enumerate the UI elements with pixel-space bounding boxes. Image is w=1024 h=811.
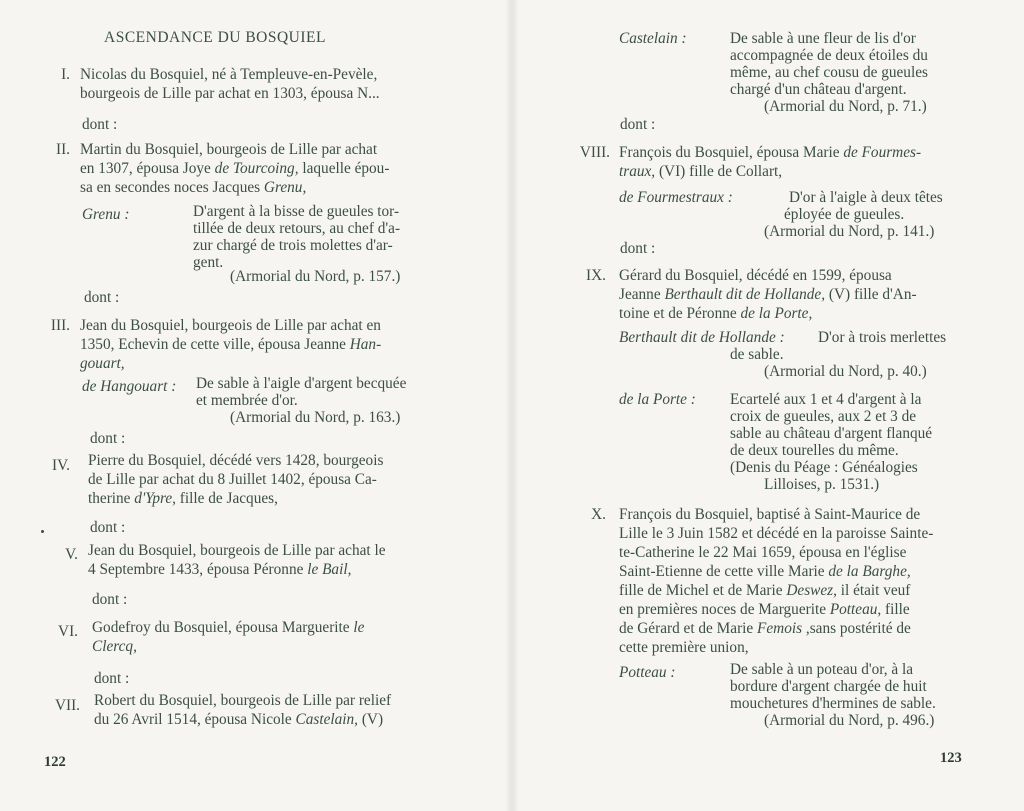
arms-line: bordure d'argent chargée de huit <box>730 678 927 695</box>
entry-line: bourgeois de Lille par achat en 1303, épousa N... <box>80 85 380 102</box>
arms-name: Potteau : <box>619 664 676 681</box>
arms-line: et membrée d'or. <box>196 392 298 409</box>
generation-number: VII. <box>54 697 80 714</box>
entry-line: de Gérard et de Marie Femois ,sans postérité de <box>619 620 911 637</box>
arms-source: (Armorial du Nord, p. 496.) <box>764 712 935 729</box>
generation-number: X. <box>591 506 606 523</box>
arms-line: D'or à trois merlettes <box>818 329 947 346</box>
entry-line: traux, (VI) fille de Collart, <box>619 163 783 180</box>
arms-line: sable au château d'argent flanqué <box>730 425 933 442</box>
arms-source: (Denis du Péage : Généalogies <box>730 459 918 476</box>
generation-number: III. <box>50 317 70 334</box>
entry-line: en 1307, épousa Joye de Tourcoing, laquelle épou- <box>80 160 390 177</box>
arms-line: accompagnée de deux étoiles du <box>730 47 928 64</box>
entry-line: Clercq, <box>92 638 137 655</box>
arms-name: Castelain : <box>619 30 687 47</box>
page-number: 123 <box>940 750 962 766</box>
arms-name: de Hangouart : <box>82 378 177 395</box>
generation-number: I. <box>61 66 70 83</box>
arms-line: De sable à l'aigle d'argent becquée <box>196 375 407 392</box>
entry-line: Jean du Bosquiel, bourgeois de Lille par achat en <box>80 317 381 334</box>
arms-name: de Fourmestraux : <box>619 189 733 206</box>
right-page <box>512 0 1024 811</box>
dont-label: dont : <box>94 670 130 687</box>
dont-label: dont : <box>84 289 120 306</box>
page-title: ASCENDANCE DU BOSQUIEL <box>104 29 326 46</box>
arms-source: (Armorial du Nord, p. 40.) <box>764 363 927 380</box>
arms-line: D'or à l'aigle à deux têtes <box>789 189 943 206</box>
entry-line: Jean du Bosquiel, bourgeois de Lille par achat le <box>88 542 386 559</box>
arms-source: Lilloises, p. 1531.) <box>764 476 880 493</box>
entry-line: therine d'Ypre, fille de Jacques, <box>88 490 278 507</box>
ink-speck <box>41 530 44 533</box>
dont-label: dont : <box>90 519 126 536</box>
entry-line: Godefroy du Bosquiel, épousa Marguerite le <box>92 619 365 636</box>
entry-line: en premières noces de Marguerite Potteau, fille <box>619 601 910 618</box>
entry-line: cette première union, <box>619 639 749 656</box>
arms-line: zur chargé de trois molettes d'ar- <box>193 237 393 254</box>
generation-number: IX. <box>586 267 606 284</box>
dont-label: dont : <box>90 430 126 447</box>
arms-line: de sable. <box>730 346 784 363</box>
entry-line: Gérard du Bosquiel, décédé en 1599, épousa <box>619 267 892 284</box>
arms-line: De sable à une fleur de lis d'or <box>730 30 916 47</box>
generation-number: V. <box>65 546 78 563</box>
arms-line: gent. <box>193 254 224 271</box>
entry-line: 4 Septembre 1433, épousa Péronne le Bail, <box>88 561 352 578</box>
dont-label: dont : <box>82 116 118 133</box>
entry-line: sa en secondes noces Jacques Grenu, <box>80 179 307 196</box>
arms-name: de la Porte : <box>619 391 696 408</box>
arms-line: D'argent à la bisse de gueules tor- <box>193 203 400 220</box>
entry-line: de Lille par achat du 8 Juillet 1402, épousa Ca- <box>88 471 377 488</box>
generation-number: IV. <box>52 457 70 474</box>
arms-name: Grenu : <box>82 206 130 223</box>
arms-line: de deux tourelles du même. <box>730 442 899 459</box>
arms-source: (Armorial du Nord, p. 157.) <box>230 268 401 285</box>
dont-label: dont : <box>620 240 656 257</box>
entry-line: Pierre du Bosquiel, décédé vers 1428, bourgeois <box>88 452 384 469</box>
entry-line: François du Bosquiel, baptisé à Saint-Maurice de <box>619 506 921 523</box>
generation-number: VI. <box>58 623 78 640</box>
arms-source: (Armorial du Nord, p. 141.) <box>764 223 935 240</box>
entry-line: Saint-Etienne de cette ville Marie de la Barghe, <box>619 563 911 580</box>
arms-line: tillée de deux retours, au chef d'a- <box>193 220 401 237</box>
page-number: 122 <box>44 754 66 770</box>
dont-label: dont : <box>92 591 128 608</box>
arms-line: Ecartelé aux 1 et 4 d'argent à la <box>730 391 922 408</box>
arms-source: (Armorial du Nord, p. 163.) <box>230 409 401 426</box>
arms-line: éployée de gueules. <box>784 206 905 223</box>
entry-line: Jeanne Berthault dit de Hollande, (V) fille d'An- <box>619 286 917 303</box>
entry-line: toine et de Péronne de la Porte, <box>619 305 813 322</box>
arms-line: mouchetures d'hermines de sable. <box>730 695 936 712</box>
entry-line: gouart, <box>80 355 125 372</box>
entry-line: Martin du Bosquiel, bourgeois de Lille par achat <box>80 141 378 158</box>
entry-line: du 26 Avril 1514, épousa Nicole Castelain, (V) <box>94 711 384 728</box>
dont-label: dont : <box>620 116 656 133</box>
entry-line: 1350, Echevin de cette ville, épousa Jeanne Han- <box>80 336 382 353</box>
arms-name: Berthault dit de Hollande : <box>619 329 785 346</box>
entry-line: fille de Michel et de Marie Deswez, il était veuf <box>619 582 911 599</box>
arms-source: (Armorial du Nord, p. 71.) <box>764 98 927 115</box>
generation-number: II. <box>55 141 70 158</box>
arms-line: même, au chef cousu de gueules <box>730 64 928 81</box>
entry-line: Lille le 3 Juin 1582 et décédé en la paroisse Sainte- <box>619 525 934 542</box>
arms-line: chargé d'un château d'argent. <box>730 81 907 98</box>
entry-line: te-Catherine le 22 Mai 1659, épousa en l'église <box>619 544 907 561</box>
entry-line: Robert du Bosquiel, bourgeois de Lille par relief <box>94 692 392 709</box>
entry-line: Nicolas du Bosquiel, né à Templeuve-en-Pevèle, <box>80 66 378 83</box>
entry-line: François du Bosquiel, épousa Marie de Fourmes- <box>619 144 922 161</box>
arms-line: De sable à un poteau d'or, à la <box>730 661 914 678</box>
arms-line: croix de gueules, aux 2 et 3 de <box>730 408 917 425</box>
generation-number: VIII. <box>579 144 610 161</box>
